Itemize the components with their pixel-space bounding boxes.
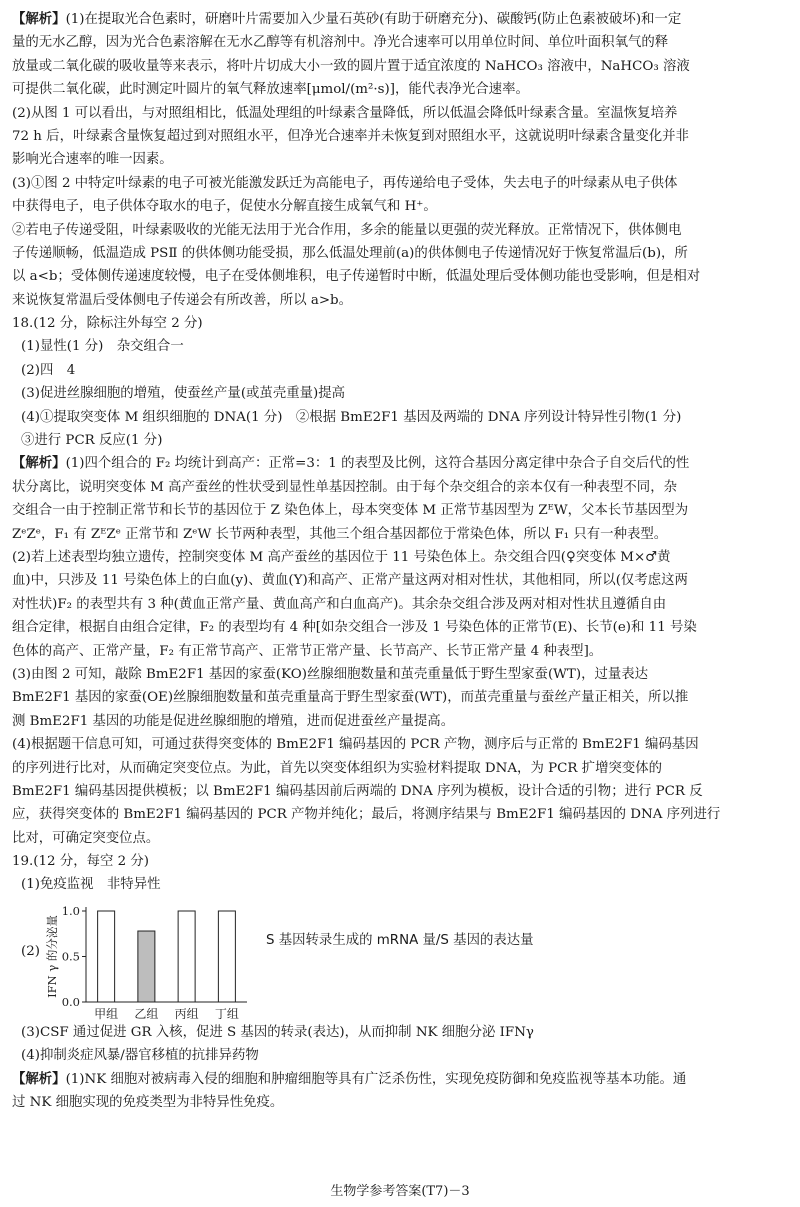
q18-answer-line-text: (2)四 4 — [21, 362, 76, 378]
q19-answer3-text: (3)CSF 通过促进 GR 入核，促进 S 基因的转录(表达)，从而抑制 NK 细胞分泌 IFNγ — [21, 1024, 534, 1040]
q18-analysis4-line — [12, 827, 790, 850]
q17-para2-line-text: (2)从图 1 可以看出，与对照组相比，低温处理组的叶绿素含量降低，所以低温会降低叶绿素含量。室温恢复培养 — [12, 105, 678, 121]
q18-answer-line — [12, 406, 790, 429]
q19-answer1 — [12, 873, 790, 896]
bar-甲组 — [98, 911, 115, 1002]
q17-para4-line-text: 来说恢复常温后受体侧电子传递会有所改善，所以 a>b。 — [12, 292, 353, 308]
q19-section — [12, 850, 790, 1114]
q18-answer-line-text: (4)①提取突变体 M 组织细胞的 DNA(1 分) ②根据 BmE2F1 基因及两端的 DNA 序列设计特异性引物(1 分) — [21, 409, 682, 425]
q19-answer2-text: S 基因转录生成的 mRNA 量/S 基因的表达量 — [266, 932, 534, 948]
q17-para4-line-text: 以 a<b；受体侧传递速度较慢，电子在受体侧堆积，电子传递暂时中断，低温处理后受体侧功能也受影响，但是相对 — [12, 269, 701, 285]
q18-analysis1-line-text: 状分离比，说明突变体 M 高产蚕丝的性状受到显性单基因控制。由于每个杂交组合的亲本仅有一种表型不同，杂 — [12, 479, 677, 495]
q19-answer3 — [12, 1021, 790, 1044]
q18-header-text: 18.(12 分，除标注外每空 2 分) — [12, 316, 203, 332]
q17-para2-line-text: 72 h 后，叶绿素含量恢复超过到对照组水平，但净光合速率并未恢复到对照组水平，这就说明叶绿素含量变化并非 — [12, 128, 689, 144]
q17-analysis — [12, 8, 790, 312]
q17-para2-line — [12, 125, 790, 148]
q19-answer2-row — [12, 899, 790, 1021]
q18-analysis2-line — [12, 569, 790, 592]
q18-analysis3-line — [12, 710, 790, 733]
q18-analysis1-line-text: (1)四个组合的 F₂ 均统计到高产：正常=3：1 的表型及比例，这符合基因分离定律中杂合子自交后代的性 — [65, 456, 690, 472]
q17-para1-line-text: 量的无水乙醇，因为光合色素溶解在无水乙醇等有机溶剂中。净光合速率可以用单位时间、单位叶面积氧气的释 — [12, 35, 669, 51]
q17-para3-line-text: 中获得电子，电子供体夺取水的电子，促使水分解直接生成氧气和 H⁺。 — [12, 199, 437, 215]
q17-para1-line-text: 放量或二氧化碳的吸收量等来表示，将叶片切成大小一致的圆片置于适宜浓度的 NaHCO₃ 溶液中，NaHCO₃ 溶液 — [12, 58, 690, 74]
bar-乙组 — [138, 931, 155, 1002]
y-tick-label: 1.0 — [61, 903, 80, 918]
page-footer: 生物学参考答案(T7)－3 — [330, 1184, 470, 1199]
q19-header-text: 19.(12 分，每空 2 分) — [12, 854, 150, 870]
q18-analysis4-line-text: (4)根据题干信息可知，可通过获得突变体的 BmE2F1 编码基因的 PCR 产物，测序后与正常的 BmE2F1 编码基因 — [12, 737, 699, 753]
q18-analysis2-line — [12, 616, 790, 639]
q17-para3-line — [12, 172, 790, 195]
q18-analysis3-line — [12, 663, 790, 686]
q18-analysis4-line — [12, 733, 790, 756]
q18-analysis4-line-text: 应，获得突变体的 BmE2F1 编码基因的 PCR 产物并纯化；最后，将测序结果与 BmE2F1 编码基因的 DNA 序列进行 — [12, 807, 721, 823]
q17-para4-line — [12, 242, 790, 265]
q17-para4-line — [12, 219, 790, 242]
q18-analysis2-line-text: 对性状)F₂ 的表型共有 3 种(黄血正常产量、黄血高产和白血高产)。其余杂交组合涉及两对相对性状且遵循自由 — [12, 596, 667, 612]
x-tick-label: 甲组 — [94, 1006, 119, 1021]
q18-analysis2-line-text: 组合定律，根据自由组合定律，F₂ 的表型均有 4 种[如杂交组合一涉及 1 号染色体的正常节(E)、长节(e)和 11 号染 — [12, 620, 697, 636]
q17-para1-line — [12, 78, 790, 101]
q18-answer-line — [12, 429, 790, 452]
x-tick-label: 乙组 — [134, 1006, 159, 1021]
q18-analysis2-line-text: 血)中，只涉及 11 号染色体上的白血(y)、黄血(Y)和高产、正常产量这两对相对性状，其他相同，所以(仅考虑这两 — [12, 573, 688, 589]
q17-para2-line — [12, 148, 790, 171]
q19-answer4-text: (4)抑制炎症风暴/器官移植的抗排异药物 — [21, 1048, 259, 1064]
q18-answer-line — [12, 359, 790, 382]
q18-analysis2-line-text: (2)若上述表型均独立遗传，控制突变体 M 高产蚕丝的基因位于 11 号染色体上。杂交组合四(♀突变体 M×♂黄 — [12, 549, 671, 565]
q17-para1-line-text: 可提供二氧化碳，此时测定叶圆片的氧气释放速率[μmol/(m²·s)]，能代表净光合速率。 — [12, 82, 529, 98]
q18-analysis2-line-text: 色体的高产、正常产量，F₂ 有正常节高产、正常节正常产量、长节高产、长节正常产量 4 种表型]。 — [12, 643, 603, 659]
q19-analysis-line-text: 过 NK 细胞实现的免疫类型为非特异性免疫。 — [12, 1095, 284, 1111]
q19-answer2-label: (2) — [21, 943, 40, 959]
q19-answer4 — [12, 1044, 790, 1067]
bar-丁组 — [218, 911, 235, 1002]
q18-analysis3-line-text: BmE2F1 基因的家蚕(OE)丝腺细胞数量和茧壳重量高于野生型家蚕(WT)，而茧壳重量与蚕丝产量正相关，所以推 — [12, 690, 689, 706]
q18-analysis1-line — [12, 523, 790, 546]
q18-analysis4-line — [12, 803, 790, 826]
q18-answer-line — [12, 335, 790, 358]
analysis-tag: 【解析】 — [12, 1070, 66, 1087]
q18-analysis3-line — [12, 686, 790, 709]
q17-para4-line — [12, 265, 790, 288]
bar-丙组 — [178, 911, 195, 1002]
q17-para1-line-text: (1)在提取光合色素时，研磨叶片需要加入少量石英砂(有助于研磨充分)、碳酸钙(防止色素被破坏)和一定 — [65, 12, 682, 27]
answer-page — [12, 8, 790, 1114]
q17-para3-line — [12, 195, 790, 218]
q17-para1-line — [12, 8, 790, 31]
q18-analysis1-line — [12, 476, 790, 499]
q19-header — [12, 850, 790, 873]
q17-para4-line-text: ②若电子传递受阻，叶绿素吸收的光能无法用于光合作用，多余的能量以更强的荧光释放。正常情况下，供体侧电 — [12, 222, 682, 238]
analysis-tag: 【解析】 — [12, 455, 66, 472]
q18-analysis4-line — [12, 780, 790, 803]
q18-analysis2-line — [12, 546, 790, 569]
q17-para2-line — [12, 102, 790, 125]
q18-answer-line-text: ③进行 PCR 反应(1 分) — [21, 433, 163, 449]
analysis-tag: 【解析】 — [12, 11, 66, 27]
q18-analysis1-line — [12, 452, 790, 475]
q18-answer-line-text: (3)促进丝腺细胞的增殖，使蚕丝产量(或茧壳重量)提高 — [21, 386, 346, 402]
q18-analysis4-line-text: 的序列进行比对，从而确定突变位点。为此，首先以突变体组织为实验材料提取 DNA，为 PCR 扩增突变体的 — [12, 760, 663, 776]
q18-analysis4-line-text: 比对，可确定突变位点。 — [12, 830, 160, 846]
y-tick-label: 0.0 — [61, 994, 80, 1009]
q19-answer1-text: (1)免疫监视 非特异性 — [21, 877, 161, 893]
q18-analysis1-line — [12, 499, 790, 522]
q18-analysis2-line — [12, 640, 790, 663]
q18-analysis2-line — [12, 593, 790, 616]
q19-analysis-line — [12, 1091, 790, 1114]
y-axis-label: IFN γ 的分泌量 — [45, 914, 59, 998]
q17-para3-line-text: (3)①图 2 中特定叶绿素的电子可被光能激发跃迁为高能电子，再传递给电子受体，失去电子的叶绿素从电子供体 — [12, 175, 678, 191]
q18-analysis1-line-text: ZᵉZᵉ，F₁ 有 ZᴱZᵉ 正常节和 ZᵉW 长节两种表型，其他三个组合基因都位于常染色体，所以 F₁ 只有一种表型。 — [12, 526, 668, 542]
q18-answer-line — [12, 382, 790, 405]
q18-analysis4-line-text: BmE2F1 编码基因提供模板；以 BmE2F1 编码基因前后两端的 DNA 序列为模板，设计合适的引物；进行 PCR 反 — [12, 783, 703, 799]
q17-para4-line-text: 子传递顺畅，低温造成 PSⅡ 的供体侧功能受损，那么低温处理前(a)的供体侧电子传递情况好于恢复常温后(b)，所 — [12, 245, 688, 261]
ifn-gamma-bar-chart — [42, 899, 252, 1021]
q18-section — [12, 312, 790, 850]
q18-analysis1-line-text: 交组合一由于控制正常节和长节的基因位于 Z 染色体上，母本突变体 M 正常节基因型为 ZᴱW，父本长节基因型为 — [12, 503, 689, 519]
q18-analysis3-line-text: (3)由图 2 可知，敲除 BmE2F1 基因的家蚕(KO)丝腺细胞数量和茧壳重量低于野生型家蚕(WT)，过量表达 — [12, 666, 649, 682]
q18-analysis4-line — [12, 757, 790, 780]
q17-para1-line — [12, 31, 790, 54]
x-tick-label: 丁组 — [214, 1006, 239, 1021]
q19-analysis-line-text: (1)NK 细胞对被病毒入侵的细胞和肿瘤细胞等具有广泛杀伤性，实现免疫防御和免疫监视等基本功能。通 — [65, 1071, 687, 1087]
q17-para2-line-text: 影响光合速率的唯一因素。 — [12, 152, 173, 168]
x-tick-label: 丙组 — [174, 1006, 199, 1021]
q17-para4-line — [12, 289, 790, 312]
q18-answer-line-text: (1)显性(1 分) 杂交组合一 — [21, 339, 184, 355]
q18-analysis3-line-text: 测 BmE2F1 基因的功能是促进丝腺细胞的增殖，进而促进蚕丝产量提高。 — [12, 713, 455, 729]
y-tick-label: 0.5 — [61, 949, 80, 964]
q17-para1-line — [12, 55, 790, 78]
q18-header — [12, 312, 790, 335]
q19-analysis-line — [12, 1068, 790, 1091]
